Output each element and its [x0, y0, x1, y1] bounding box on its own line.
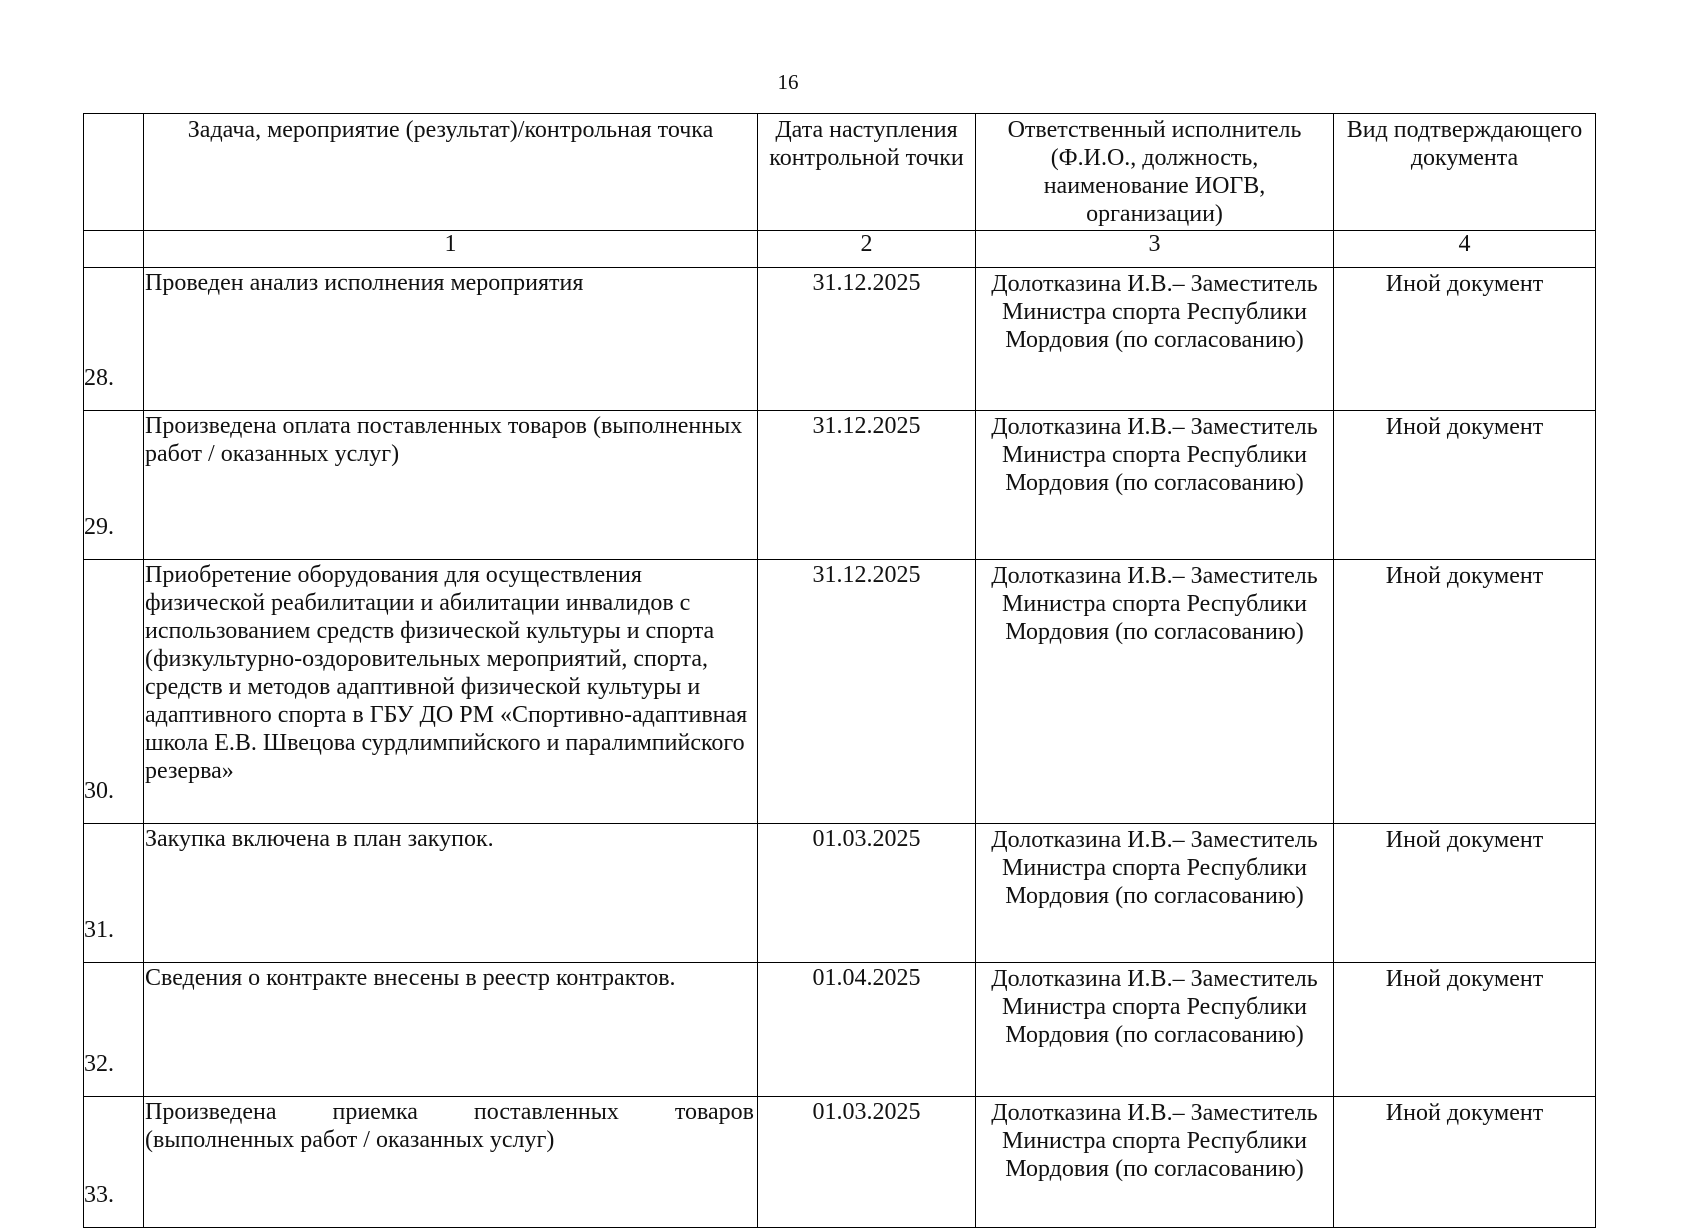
- row-date: 31.12.2025: [758, 411, 976, 560]
- row-document: Иной документ: [1334, 268, 1596, 411]
- header-date: Дата наступления контрольной точки: [758, 114, 976, 231]
- header-document-type: Вид подтверждающего документа: [1334, 114, 1596, 231]
- row-date: 31.12.2025: [758, 560, 976, 824]
- row-responsible: Долотказина И.В.– Заместитель Министра спорта Республики Мордовия (по согласованию): [976, 268, 1334, 411]
- row-number: 30.: [84, 560, 144, 824]
- column-index: 3: [976, 231, 1334, 268]
- header-responsible: Ответственный исполнитель (Ф.И.О., должность, наименование ИОГВ, организации): [976, 114, 1334, 231]
- column-index: 2: [758, 231, 976, 268]
- row-responsible: Долотказина И.В.– Заместитель Министра спорта Республики Мордовия (по согласованию): [976, 963, 1334, 1097]
- column-index-row: [84, 231, 1596, 268]
- row-document: Иной документ: [1334, 411, 1596, 560]
- row-date: 01.03.2025: [758, 1097, 976, 1228]
- row-task: Проведен анализ исполнения мероприятия: [144, 268, 758, 411]
- row-number: 28.: [84, 268, 144, 411]
- control-points-table: [83, 113, 1596, 1228]
- row-responsible: Долотказина И.В.– Заместитель Министра спорта Республики Мордовия (по согласованию): [976, 824, 1334, 963]
- row-task: Закупка включена в план закупок.: [144, 824, 758, 963]
- header-number-cell: [84, 114, 144, 231]
- column-index: 1: [144, 231, 758, 268]
- table-row: [84, 411, 1596, 560]
- table-row: [84, 268, 1596, 411]
- row-responsible: Долотказина И.В.– Заместитель Министра спорта Республики Мордовия (по согласованию): [976, 411, 1334, 560]
- row-task: Произведена приемка поставленных товаров (выполненных работ / оказанных услуг): [144, 1097, 758, 1228]
- row-task: Сведения о контракте внесены в реестр контрактов.: [144, 963, 758, 1097]
- row-document: Иной документ: [1334, 824, 1596, 963]
- table-row: [84, 963, 1596, 1097]
- row-number: 31.: [84, 824, 144, 963]
- row-date: 01.04.2025: [758, 963, 976, 1097]
- table-header-row: [84, 114, 1596, 231]
- row-task: Приобретение оборудования для осуществления физической реабилитации и абилитации инвалидов с использованием средств физической культуры и спорта (физкультурно-оздоровительных мероприятий, спорта, средств и методов адаптивной физической культуры и адаптивного спорта в ГБУ ДО РМ «Спортивно-адаптивная школа Е.В. Швецова сурдлимпийского и паралимпийского резерва»: [144, 560, 758, 824]
- table-row: [84, 1097, 1596, 1228]
- row-responsible: Долотказина И.В.– Заместитель Министра спорта Республики Мордовия (по согласованию): [976, 1097, 1334, 1228]
- row-number: 29.: [84, 411, 144, 560]
- row-document: Иной документ: [1334, 560, 1596, 824]
- table-row: [84, 824, 1596, 963]
- row-number: 32.: [84, 963, 144, 1097]
- row-document: Иной документ: [1334, 963, 1596, 1097]
- header-task: Задача, мероприятие (результат)/контрольная точка: [144, 114, 758, 231]
- page-number: 16: [777, 70, 799, 94]
- row-task: Произведена оплата поставленных товаров (выполненных работ / оказанных услуг): [144, 411, 758, 560]
- table-row: [84, 560, 1596, 824]
- row-date: 31.12.2025: [758, 268, 976, 411]
- row-date: 01.03.2025: [758, 824, 976, 963]
- row-number: 33.: [84, 1097, 144, 1228]
- row-responsible: Долотказина И.В.– Заместитель Министра спорта Республики Мордовия (по согласованию): [976, 560, 1334, 824]
- index-empty-cell: [84, 231, 144, 268]
- row-document: Иной документ: [1334, 1097, 1596, 1228]
- column-index: 4: [1334, 231, 1596, 268]
